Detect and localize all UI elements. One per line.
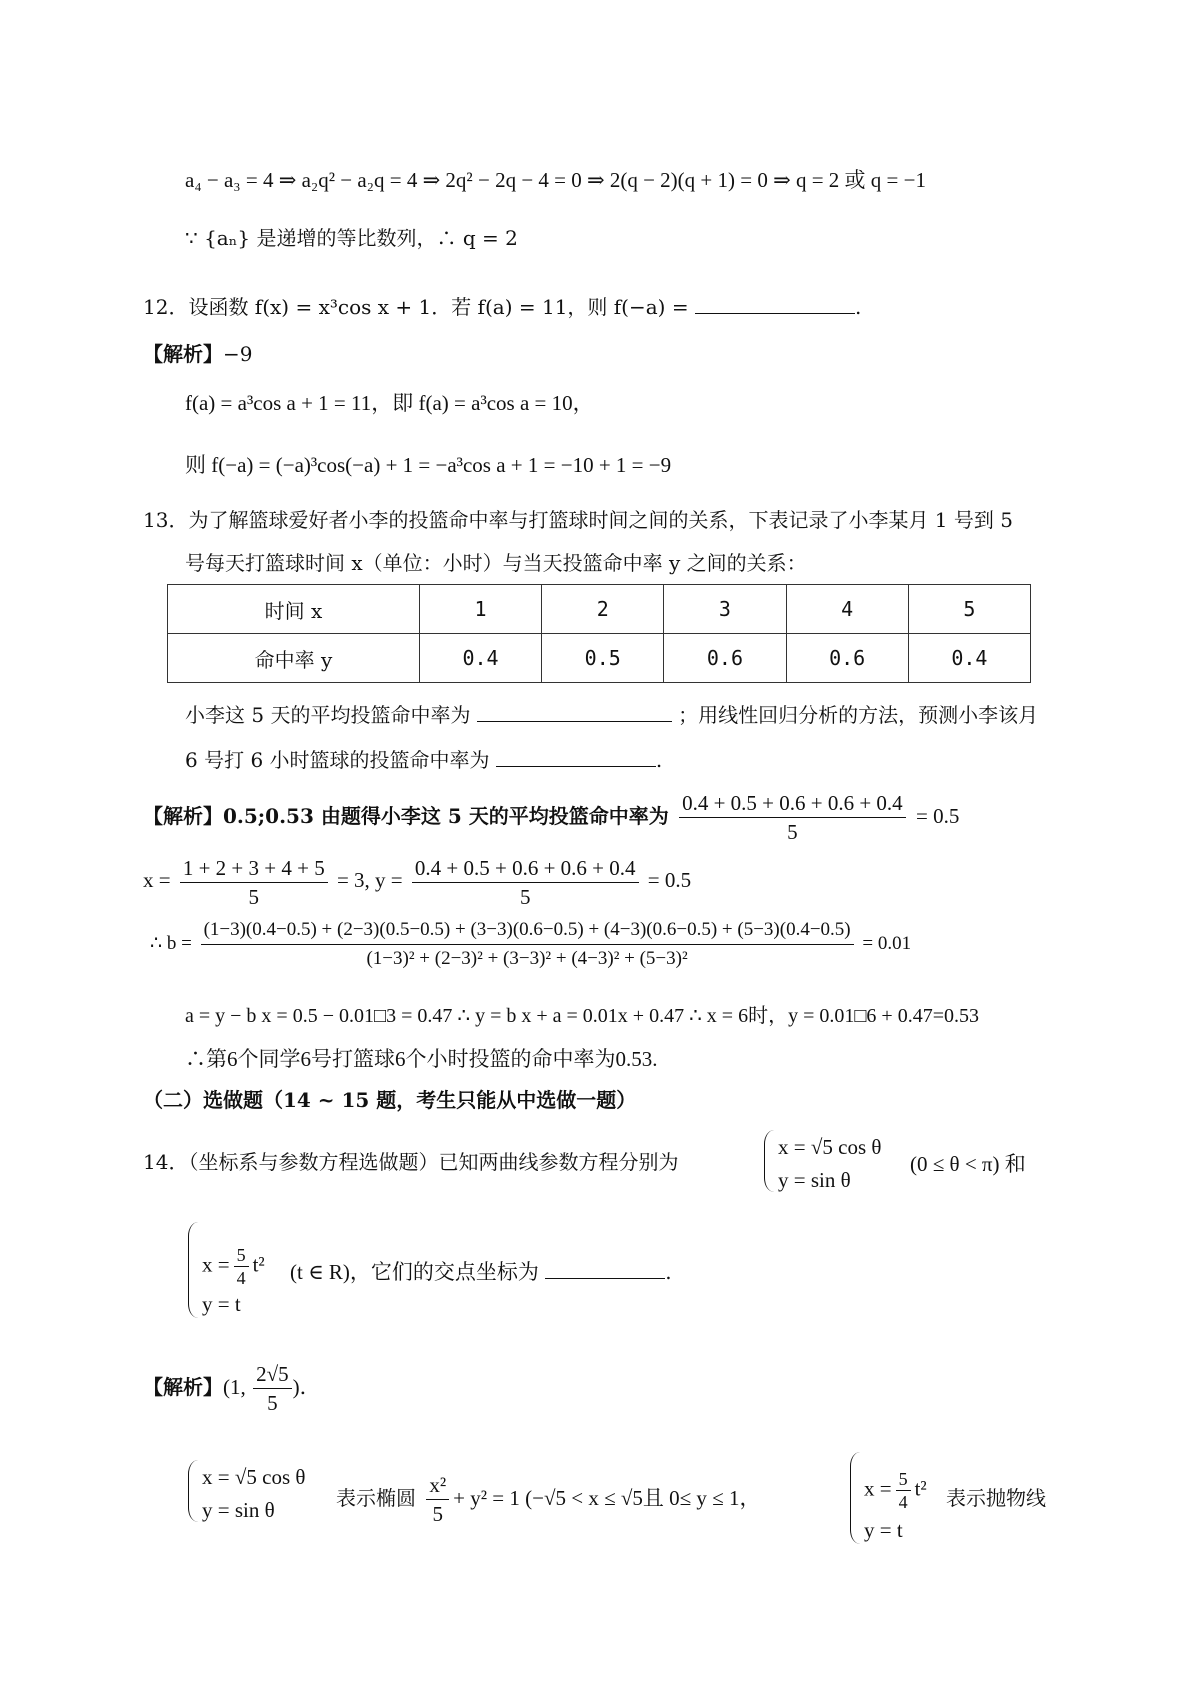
equation-result: = 0.5 [647, 868, 692, 892]
data-table [167, 584, 1031, 683]
fraction [412, 854, 639, 911]
param-var: t² [914, 1476, 927, 1501]
answer-13-line1 [143, 786, 959, 846]
param-var: t² [252, 1252, 265, 1277]
brace [188, 1222, 199, 1318]
denominator: 5 [248, 884, 260, 909]
param-eq: x = √5 cos θ [778, 1135, 882, 1159]
jiexi-label: 【解析】 [143, 1375, 223, 1399]
punct: . [854, 295, 862, 319]
param-eq [202, 1244, 265, 1289]
table-cell: 0.5 [542, 634, 664, 683]
table-header-cell: 命中率 y [168, 634, 420, 683]
punct: . [665, 1260, 672, 1284]
brace [850, 1452, 861, 1544]
answer-value: −9 [223, 342, 253, 366]
numerator: 0.4 + 0.5 + 0.6 + 0.6 + 0.4 [679, 789, 906, 818]
answer-rp: )． [292, 1375, 321, 1399]
answer-14-ellipse [336, 1468, 760, 1528]
answer-13-line2 [143, 850, 691, 911]
table-cell: 5 [908, 585, 1030, 634]
numerator: 1 + 2 + 3 + 4 + 5 [180, 854, 328, 883]
solution-line: ∵ {aₙ} 是递增的等比数列，∴ q = 2 [185, 226, 518, 250]
numerator: 2√5 [253, 1360, 292, 1389]
table-cell: 0.4 [419, 634, 541, 683]
answer-blank [695, 293, 855, 314]
ellipse-eq: + y² = 1 (−√5 < x ≤ √5且 0≤ y ≤ 1， [453, 1486, 761, 1510]
ellipse-text: 表示椭圆 [336, 1486, 416, 1510]
answer-13-line4: a = y − b x = 0.5 − 0.01□3 = 0.47 ∴ y = b x + a = 0.01x + 0.47 ∴ x = 6时，y = 0.01□6 + 0.47=0.53 [185, 1005, 979, 1027]
fraction [896, 1468, 911, 1513]
answer-blank [477, 701, 672, 722]
answer-intro: 0.5;0.53 由题得小李这 5 天的平均投篮命中率为 [223, 804, 669, 828]
denominator: (1−3)² + (2−3)² + (3−3)² + (4−3)² + (5−3)² [366, 948, 688, 970]
numerator: (1−3)(0.4−0.5) + (2−3)(0.5−0.5) + (3−3)(0.6−0.5) + (4−3)(0.6−0.5) + (5−3)(0.4−0.5) [201, 916, 854, 945]
table-cell: 4 [786, 585, 908, 634]
param-eq: y = t [864, 1518, 903, 1542]
param-eq: y = sin θ [778, 1168, 851, 1192]
question-13-line4 [185, 746, 662, 774]
param-eq: y = sin θ [202, 1498, 275, 1522]
brace [188, 1460, 199, 1522]
answer-13-conclusion: ∴第6个同学6号打篮球6个小时投篮的命中率为0.53. [185, 1047, 658, 1071]
fraction [253, 1360, 292, 1417]
param-lhs: x = [202, 1252, 230, 1277]
equation-result: = 0.01 [862, 933, 912, 954]
b-lhs: ∴ b = [150, 933, 192, 954]
answer-lp: (1, [223, 1375, 246, 1399]
section-heading: （二）选做题（14 ~ 15 题，考生只能从中选做一题） [143, 1088, 637, 1112]
param-range: (0 ≤ θ < π) 和 [910, 1152, 1026, 1176]
answer-blank [545, 1258, 665, 1279]
table-cell: 2 [542, 585, 664, 634]
question-12 [143, 293, 861, 321]
question-text: 小李这 5 天的平均投篮命中率为 [185, 703, 471, 727]
answer-blank [496, 746, 656, 767]
table-row [168, 585, 1031, 634]
fraction [426, 1471, 449, 1528]
denominator: 4 [236, 1268, 246, 1288]
denominator: 4 [898, 1492, 908, 1512]
jiexi-label: 【解析】 [143, 342, 223, 366]
answer-13-line3 [150, 914, 911, 974]
solution-line: 则 f(−a) = (−a)³cos(−a) + 1 = −a³cos a + 1 = −10 + 1 = −9 [185, 453, 672, 477]
answer-12 [143, 340, 252, 368]
jiexi-label: 【解析】 [143, 804, 223, 828]
solution-line: f(a) = a³cos a + 1 = 11，即 f(a) = a³cos a = 10， [185, 391, 594, 415]
question-14-tail [290, 1258, 672, 1286]
denominator: 5 [787, 820, 798, 844]
denominator: 5 [519, 884, 531, 909]
answer-14-parabola: 表示抛物线 [946, 1486, 1046, 1510]
numerator: x² [426, 1471, 449, 1500]
table-cell: 0.4 [908, 634, 1030, 683]
fraction [201, 916, 854, 973]
question-13-line3 [185, 701, 1038, 729]
numerator: 5 [234, 1244, 249, 1267]
table-row [168, 634, 1031, 683]
solution-line: a₄ − a₃ = 4 ⇒ a₂q² − a₂q = 4 ⇒ 2q² − 2q − 4 = 0 ⇒ 2(q − 2)(q + 1) = 0 ⇒ q = 2 或 q = −1 [185, 168, 926, 192]
param-eq: y = t [202, 1292, 241, 1316]
question-13-line1: 13．为了解篮球爱好者小李的投篮命中率与打篮球时间之间的关系，下表记录了小李某月 1 号到 5 [143, 508, 1013, 532]
table-cell: 0.6 [664, 634, 786, 683]
question-text: ；用线性回归分析的方法，预测小李该月 [678, 703, 1039, 727]
question-text: 12．设函数 f(x) = x³cos x + 1．若 f(a) = 11，则 f(−a) = [143, 295, 689, 319]
xbar-lhs: x = [143, 868, 171, 892]
fraction [234, 1244, 249, 1289]
numerator: 0.4 + 0.5 + 0.6 + 0.6 + 0.4 [412, 854, 639, 883]
question-13-line2: 号每天打篮球时间 x（单位：小时）与当天投篮命中率 y 之间的关系： [185, 551, 807, 575]
equation-result: = 0.5 [916, 804, 960, 828]
fraction [180, 854, 328, 911]
denominator: 5 [267, 1391, 278, 1415]
table-cell: 0.6 [786, 634, 908, 683]
question-14: 14．（坐标系与参数方程选做题）已知两曲线参数方程分别为 [143, 1150, 679, 1174]
table-cell: 1 [419, 585, 541, 634]
param-eq: x = √5 cos θ [202, 1465, 306, 1489]
table-cell: 3 [664, 585, 786, 634]
answer-14 [143, 1357, 321, 1417]
param-lhs: x = [864, 1476, 892, 1501]
question-text: (t ∈ R)，它们的交点坐标为 [290, 1260, 539, 1284]
denominator: 5 [432, 1502, 443, 1526]
fraction [679, 789, 906, 846]
punct: . [655, 748, 663, 772]
ybar-lhs: = 3, y = [336, 868, 403, 892]
question-text: 6 号打 6 小时篮球的投篮命中率为 [185, 748, 490, 772]
numerator: 5 [896, 1468, 911, 1491]
param-eq [864, 1468, 927, 1513]
table-header-cell: 时间 x [168, 585, 420, 634]
brace [764, 1130, 775, 1192]
